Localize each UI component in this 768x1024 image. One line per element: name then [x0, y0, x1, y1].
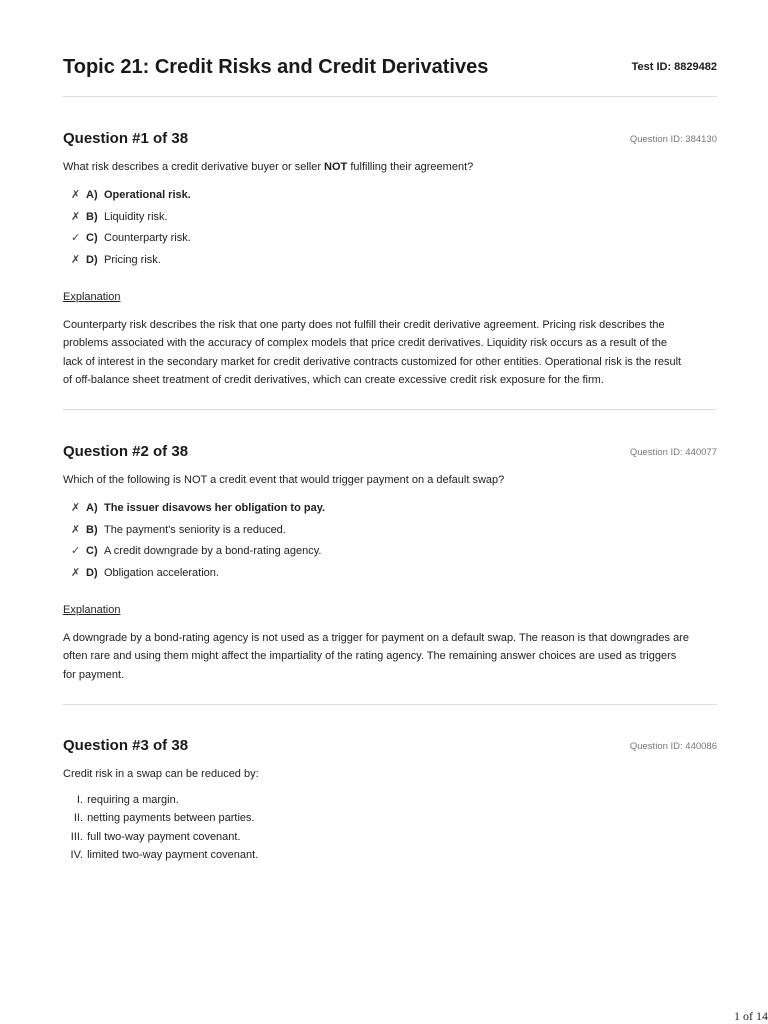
answer-option[interactable]	[71, 501, 325, 523]
explanation-line: of off-balance sheet treatment of credit derivatives, which can create excessive credit risk exposure for the firm.	[63, 374, 604, 387]
answer-letter: C)	[86, 232, 98, 245]
divider	[63, 409, 717, 410]
question-text: What risk describes a credit derivative buyer or seller NOT fulfilling their agreement?	[63, 161, 474, 173]
answer-letter: D)	[86, 254, 98, 267]
question-id: Question ID: 440086	[629, 741, 717, 752]
answer-option[interactable]	[71, 523, 325, 545]
question-text: Credit risk in a swap can be reduced by:	[63, 768, 259, 780]
list-number: II.	[73, 812, 83, 825]
correct-check-icon: ✓	[71, 545, 81, 558]
answer-text: A credit downgrade by a bond-rating agency.	[104, 545, 322, 558]
answer-letter: D)	[86, 567, 98, 580]
incorrect-mark-icon: ✗	[71, 189, 81, 201]
question-text: Which of the following is NOT a credit event that would trigger payment on a default swap?	[63, 474, 505, 486]
answer-text: The payment's seniority is a reduced.	[104, 523, 286, 536]
list-item	[63, 849, 258, 867]
answer-text: Pricing risk.	[104, 254, 161, 267]
answer-letter: B)	[86, 523, 98, 536]
answer-option[interactable]	[71, 253, 191, 275]
incorrect-mark-icon: ✗	[71, 210, 81, 223]
explanation-text	[63, 629, 717, 684]
roman-list	[63, 794, 258, 868]
list-number: I.	[76, 794, 83, 806]
page-number: 1 of 14	[734, 1009, 768, 1023]
explanation-text	[63, 316, 717, 390]
list-number: III.	[70, 830, 83, 843]
explanation-heading: Explanation	[63, 291, 121, 303]
answer-letter: C)	[86, 545, 98, 558]
answer-option[interactable]	[71, 231, 191, 253]
answer-list	[71, 501, 325, 588]
correct-check-icon: ✓	[71, 232, 81, 245]
question-title: Question #2 of 38	[63, 443, 189, 460]
answer-option[interactable]	[71, 188, 191, 210]
answer-list	[71, 188, 191, 275]
explanation-heading: Explanation	[63, 604, 121, 616]
divider	[63, 704, 717, 705]
explanation-line: for payment.	[63, 668, 125, 681]
list-text: limited two-way payment covenant.	[87, 849, 259, 862]
question-id: Question ID: 440077	[629, 447, 717, 458]
explanation-line: problems associated with the accuracy of complex models that price credit derivatives. Liquidity risk occurs as a result of the	[63, 337, 668, 350]
incorrect-mark-icon: ✗	[71, 567, 81, 580]
list-item	[63, 794, 258, 812]
answer-option[interactable]	[71, 210, 191, 232]
list-text: full two-way payment covenant.	[87, 830, 241, 843]
divider	[63, 96, 717, 97]
answer-letter: A)	[86, 189, 98, 201]
incorrect-mark-icon: ✗	[71, 254, 81, 267]
list-item	[63, 812, 258, 830]
question-title: Question #3 of 38	[63, 737, 189, 754]
list-text: requiring a margin.	[87, 794, 179, 806]
list-text: netting payments between parties.	[87, 812, 255, 825]
incorrect-mark-icon: ✗	[71, 523, 81, 536]
explanation-line: lack of interest in the secondary market for credit derivative contracts customized for other entities. Operational risk is the result	[63, 355, 682, 368]
answer-text: Operational risk.	[104, 189, 191, 201]
page-header	[63, 56, 717, 96]
explanation-line: often rare and using them might affect the impartiality of the rating agency. The remaining answer choices are used as triggers	[63, 650, 677, 663]
answer-letter: A)	[86, 502, 98, 514]
explanation-line: A downgrade by a bond-rating agency is not used as a trigger for payment on a default swap. The reason is that downgrades are	[63, 632, 689, 644]
question-id: Question ID: 384130	[629, 134, 717, 145]
answer-letter: B)	[86, 210, 98, 223]
page-title: Topic 21: Credit Risks and Credit Derivatives	[63, 56, 489, 78]
answer-text: The issuer disavows her obligation to pay.	[104, 502, 326, 514]
answer-option[interactable]	[71, 566, 325, 588]
list-number: IV.	[70, 849, 83, 862]
list-item	[63, 831, 258, 849]
answer-option[interactable]	[71, 544, 325, 566]
answer-text: Counterparty risk.	[104, 232, 191, 245]
answer-text: Obligation acceleration.	[104, 567, 219, 580]
incorrect-mark-icon: ✗	[71, 502, 81, 514]
answer-text: Liquidity risk.	[104, 210, 168, 223]
test-id: Test ID: 8829482	[631, 61, 717, 73]
explanation-line: Counterparty risk describes the risk that one party does not fulfill their credit derivative agreement. Pricing risk describes the	[63, 319, 665, 331]
question-title: Question #1 of 38	[63, 130, 189, 147]
